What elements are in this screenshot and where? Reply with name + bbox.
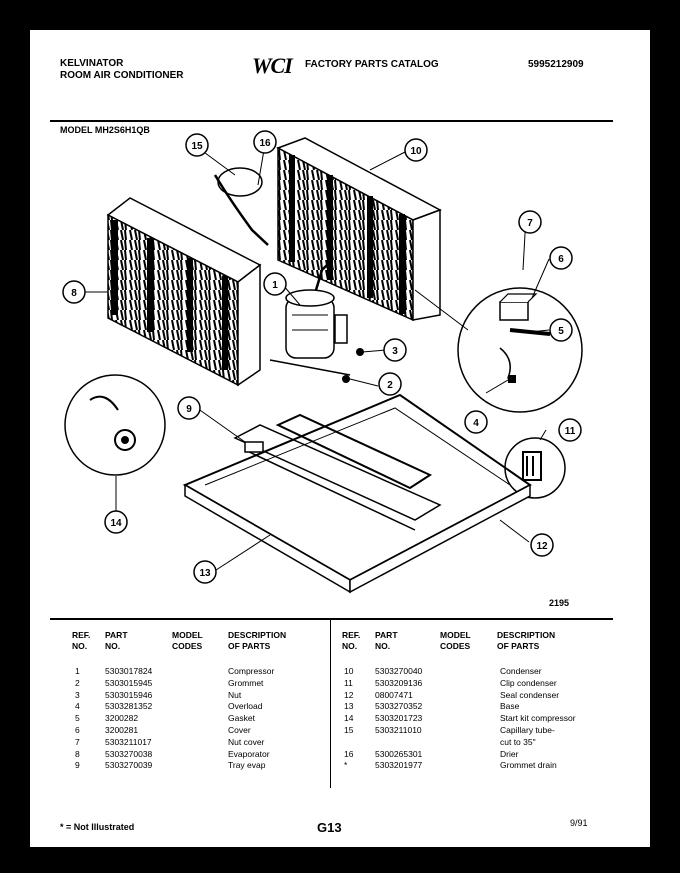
clip-condenser-detail <box>505 438 565 498</box>
revision-date: 9/91 <box>570 818 588 828</box>
callout-10 <box>405 139 427 161</box>
callout-6 <box>550 247 572 269</box>
header-desc-right: DESCRIPTION OF PARTS <box>497 630 556 651</box>
model-label: MODEL MH2S6H1QB <box>60 125 150 135</box>
table-row: 1 <box>75 666 80 676</box>
table-top-rule <box>50 618 613 620</box>
svg-text:12: 12 <box>536 541 548 552</box>
callout-11 <box>559 419 581 441</box>
catalog-number: 5995212909 <box>528 59 584 70</box>
catalog-page <box>30 30 650 847</box>
table-row: 5 <box>75 713 80 724</box>
svg-text:5: 5 <box>558 326 564 337</box>
brand-name: KELVINATOR <box>60 58 124 69</box>
table-row: 3 <box>75 689 80 700</box>
header-ref: REF. NO. <box>72 630 91 651</box>
header-part: PART NO. <box>105 630 128 651</box>
start-kit-detail <box>65 375 165 475</box>
callout-9 <box>178 397 200 419</box>
drier-line <box>215 175 268 245</box>
callout-16 <box>254 131 276 153</box>
svg-text:10: 10 <box>410 146 422 157</box>
callout-7 <box>519 211 541 233</box>
svg-text:14: 14 <box>110 518 122 529</box>
svg-text:13: 13 <box>199 568 211 579</box>
table-row: 8 <box>75 748 80 759</box>
page-number: G13 <box>317 820 342 835</box>
header-part-right: PART NO. <box>375 630 398 651</box>
right-part-column: 5303270040 5303209136 08007471 5303270352 5303201723 5303211010 5300265301 5303201977 <box>375 666 423 771</box>
diagram-number: 2195 <box>549 598 570 608</box>
header-desc: DESCRIPTION OF PARTS <box>228 630 287 651</box>
svg-text:15: 15 <box>191 141 203 152</box>
table-divider <box>330 620 331 788</box>
callout-4 <box>465 411 487 433</box>
evaporator-tray <box>235 415 440 530</box>
not-illustrated-note: * = Not Illustrated <box>60 822 135 832</box>
left-part-column: 5303017824 5303015945 5303015946 5303281352 3200282 3200281 5303211017 5303270038 5303270039 <box>105 666 153 771</box>
svg-text:9: 9 <box>186 404 192 415</box>
svg-text:16: 16 <box>259 138 271 149</box>
callout-14 <box>105 511 127 533</box>
svg-text:3: 3 <box>392 346 398 357</box>
header-model: MODEL CODES <box>172 630 203 651</box>
table-row: 7 <box>75 736 80 747</box>
right-desc-column: Condenser Clip condenser Seal condenser Base Start kit compressor Capillary tube- cut to 35" Drier Grommet drain <box>500 666 576 771</box>
right-ref-column: 10 11 12 13 14 15 16 * <box>344 666 354 771</box>
svg-text:1: 1 <box>272 280 278 291</box>
callout-3 <box>384 339 406 361</box>
header-ref-right: REF. NO. <box>342 630 361 651</box>
callout-15 <box>186 134 208 156</box>
svg-text:8: 8 <box>71 288 77 299</box>
callout-13 <box>194 561 216 583</box>
svg-text:7: 7 <box>527 218 533 229</box>
table-row: 9 <box>75 760 80 771</box>
callout-5 <box>550 319 572 341</box>
table-row: 6 <box>75 724 80 735</box>
left-ref-column <box>75 666 80 772</box>
svg-text:11: 11 <box>564 426 576 437</box>
callout-12 <box>531 534 553 556</box>
exploded-parts-diagram <box>30 30 650 620</box>
table-row: 4 <box>75 701 80 712</box>
product-name: ROOM AIR CONDITIONER <box>60 70 184 81</box>
svg-text:4: 4 <box>473 418 479 429</box>
wci-logo: WCI <box>252 53 292 78</box>
evaporator-coil <box>108 198 260 385</box>
svg-text:6: 6 <box>558 254 564 265</box>
grommet-part <box>342 375 350 383</box>
callout-1 <box>264 273 286 295</box>
left-desc-column: Compressor Grommet Nut Overload Gasket Cover Nut cover Evaporator Tray evap <box>228 666 275 771</box>
callout-8 <box>63 281 85 303</box>
svg-text:2: 2 <box>387 380 393 391</box>
table-row: 2 <box>75 677 80 688</box>
header-model-right: MODEL CODES <box>440 630 471 651</box>
callout-2 <box>379 373 401 395</box>
catalog-title: FACTORY PARTS CATALOG <box>305 59 439 70</box>
